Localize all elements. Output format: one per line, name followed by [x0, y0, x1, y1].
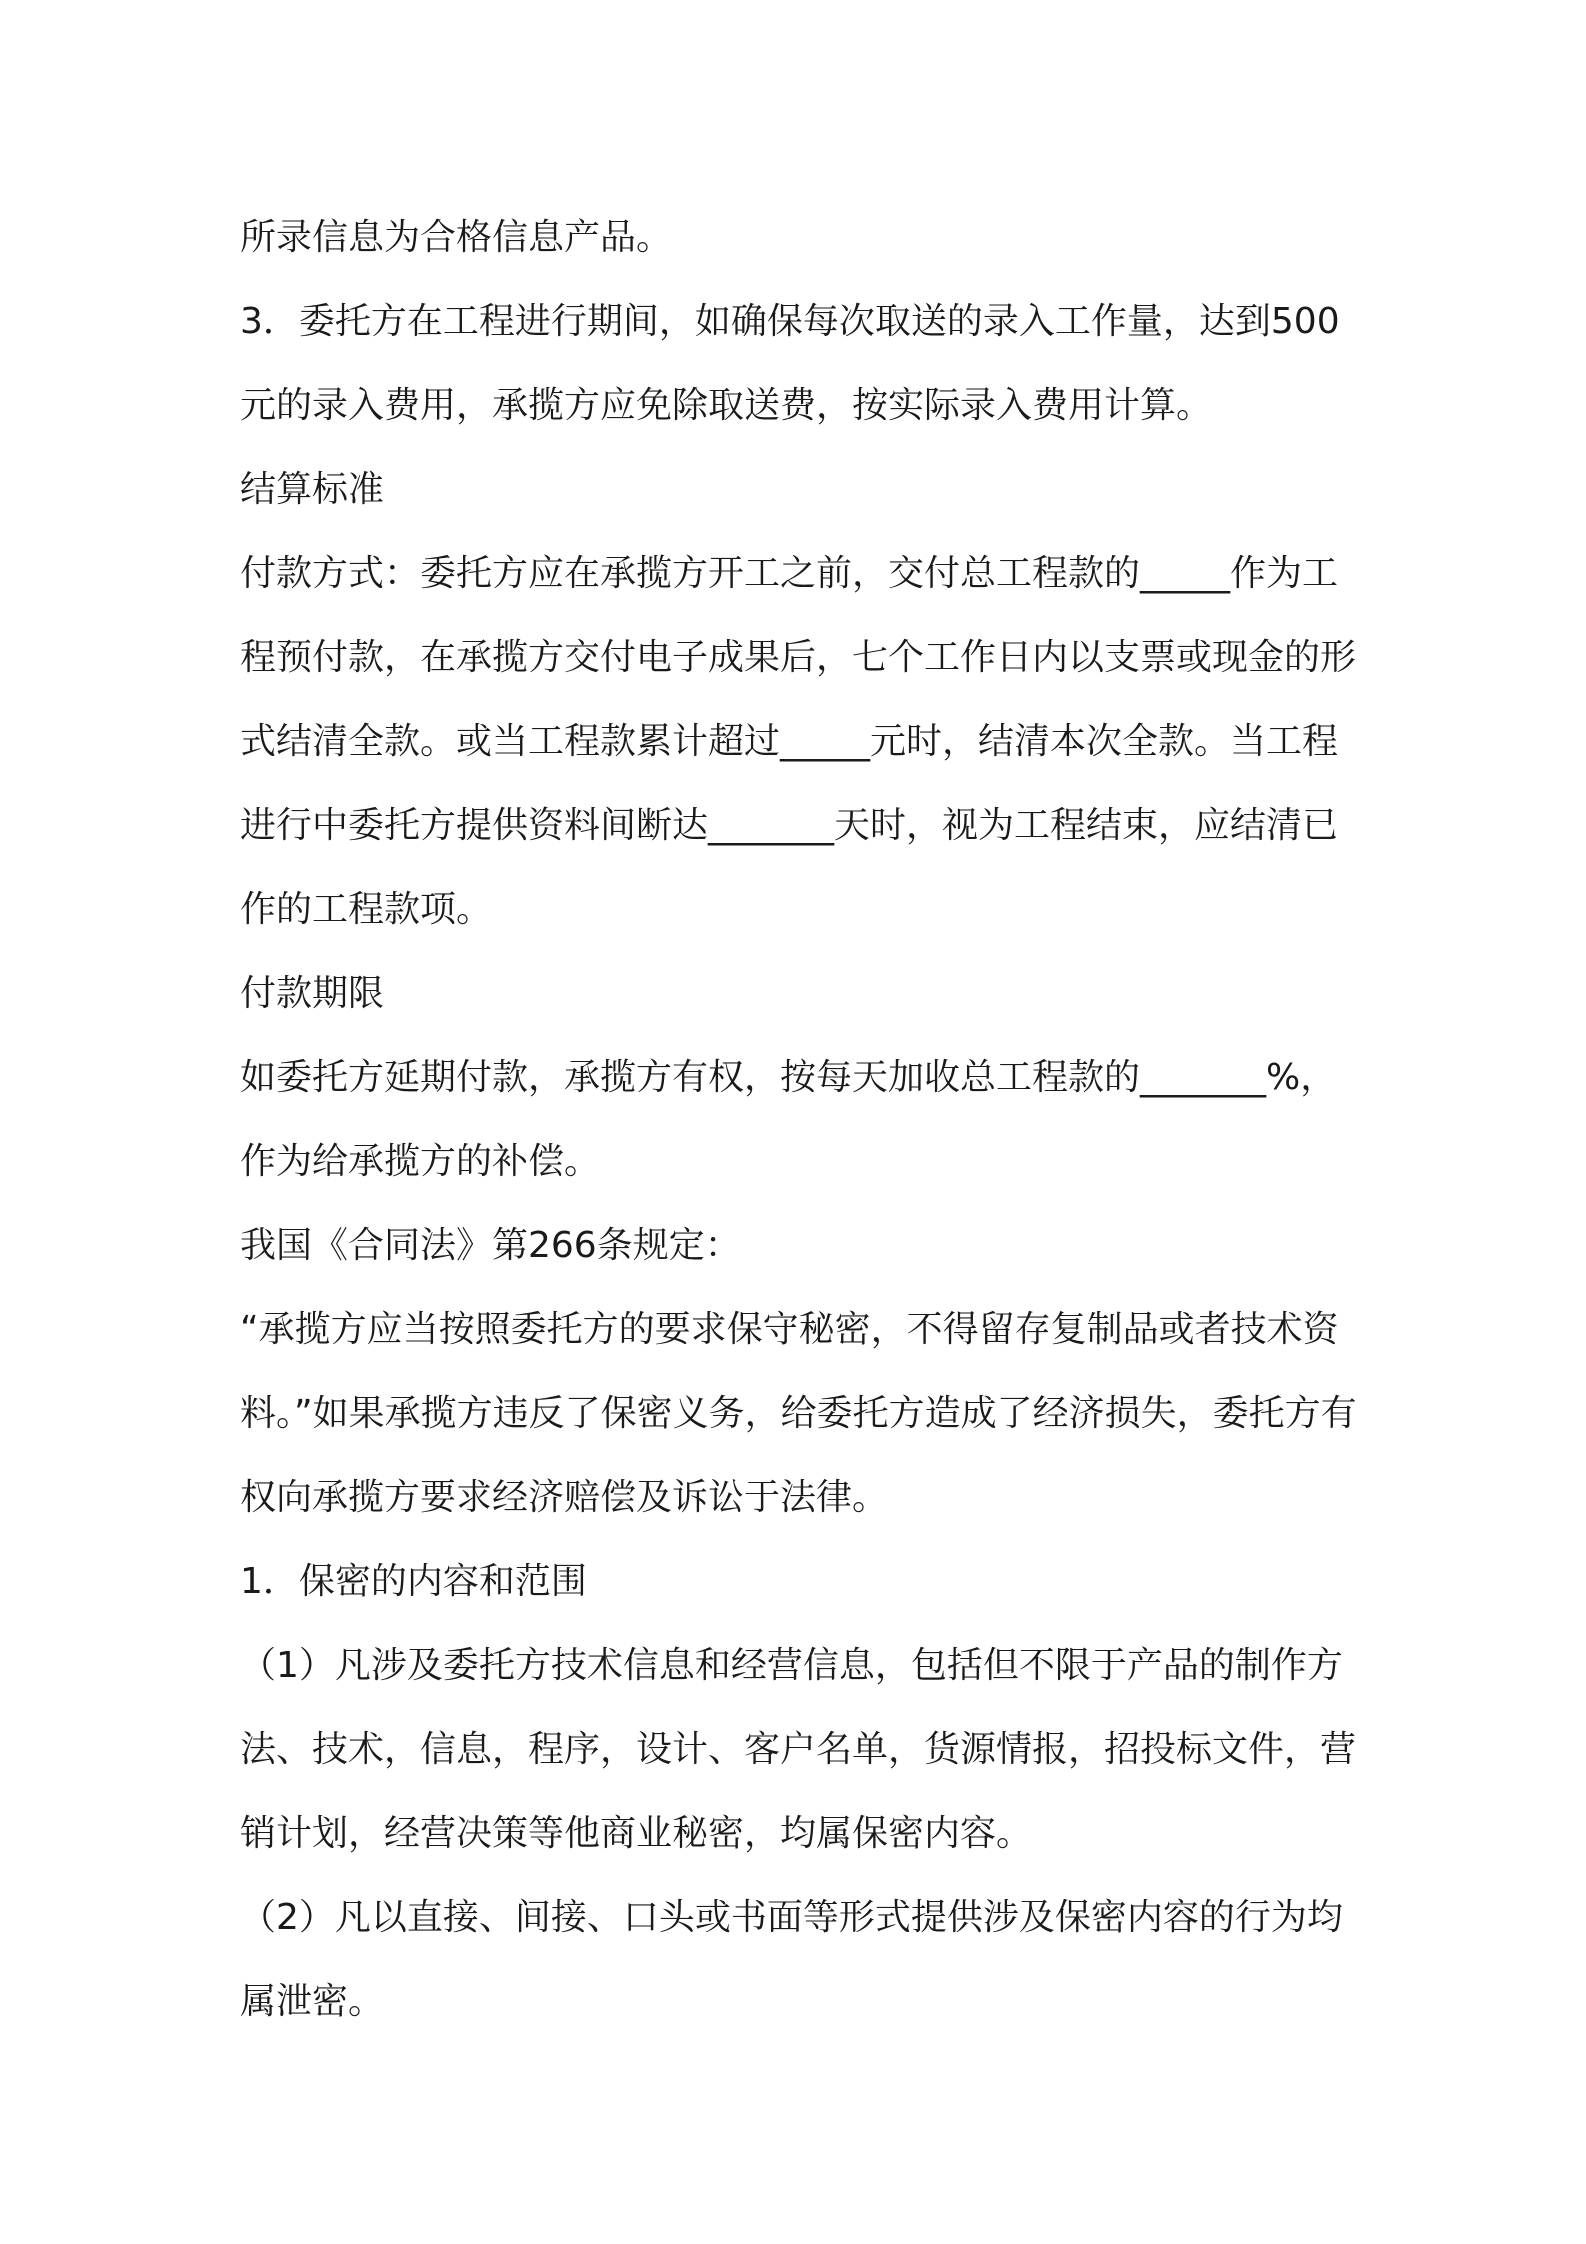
- paragraph-confidential-item-1: （1）凡涉及委托方技术信息和经营信息，包括但不限于产品的制作方法、技术，信息，程序，设计、客户名单，货源情报，招投标文件，营销计划，经营决策等他商业秘密，均属保密内容。: [240, 1645, 1357, 1854]
- paragraph-confidential-item-2: （2）凡以直接、间接、口头或书面等形式提供涉及保密内容的行为均属泄密。: [240, 1897, 1343, 2022]
- paragraph-payment-method: 付款方式：委托方应在承揽方开工之前，交付总工程款的_____作为工程预付款，在承揽方交付电子成果后，七个工作日内以支票或现金的形式结清全款。或当工程款累计超过_____元时，结清本次全款。当工程进行中委托方提供资料间断达_______天时，视为工程结束，应结清已作的工程款项。: [240, 553, 1357, 930]
- heading-settlement-standard: 结算标准: [240, 469, 385, 510]
- paragraph-info-qualified: 所录信息为合格信息产品。: [240, 217, 673, 258]
- heading-confidentiality-scope: 1．保密的内容和范围: [240, 1561, 587, 1602]
- heading-payment-term: 付款期限: [240, 973, 385, 1014]
- paragraph-contract-law-266: 我国《合同法》第266条规定：: [240, 1225, 741, 1266]
- paragraph-late-payment: 如委托方延期付款，承揽方有权，按每天加收总工程款的_______%，作为给承揽方的补偿。: [240, 1057, 1337, 1182]
- document-body: [240, 196, 1360, 2044]
- paragraph-clause-3: 3．委托方在工程进行期间，如确保每次取送的录入工作量，达到500元的录入费用，承揽方应免除取送费，按实际录入费用计算。: [240, 301, 1340, 426]
- paragraph-confidentiality-quote: “承揽方应当按照委托方的要求保守秘密，不得留存复制品或者技术资料。”如果承揽方违反了保密义务，给委托方造成了经济损失，委托方有权向承揽方要求经济赔偿及诉讼于法律。: [240, 1309, 1357, 1518]
